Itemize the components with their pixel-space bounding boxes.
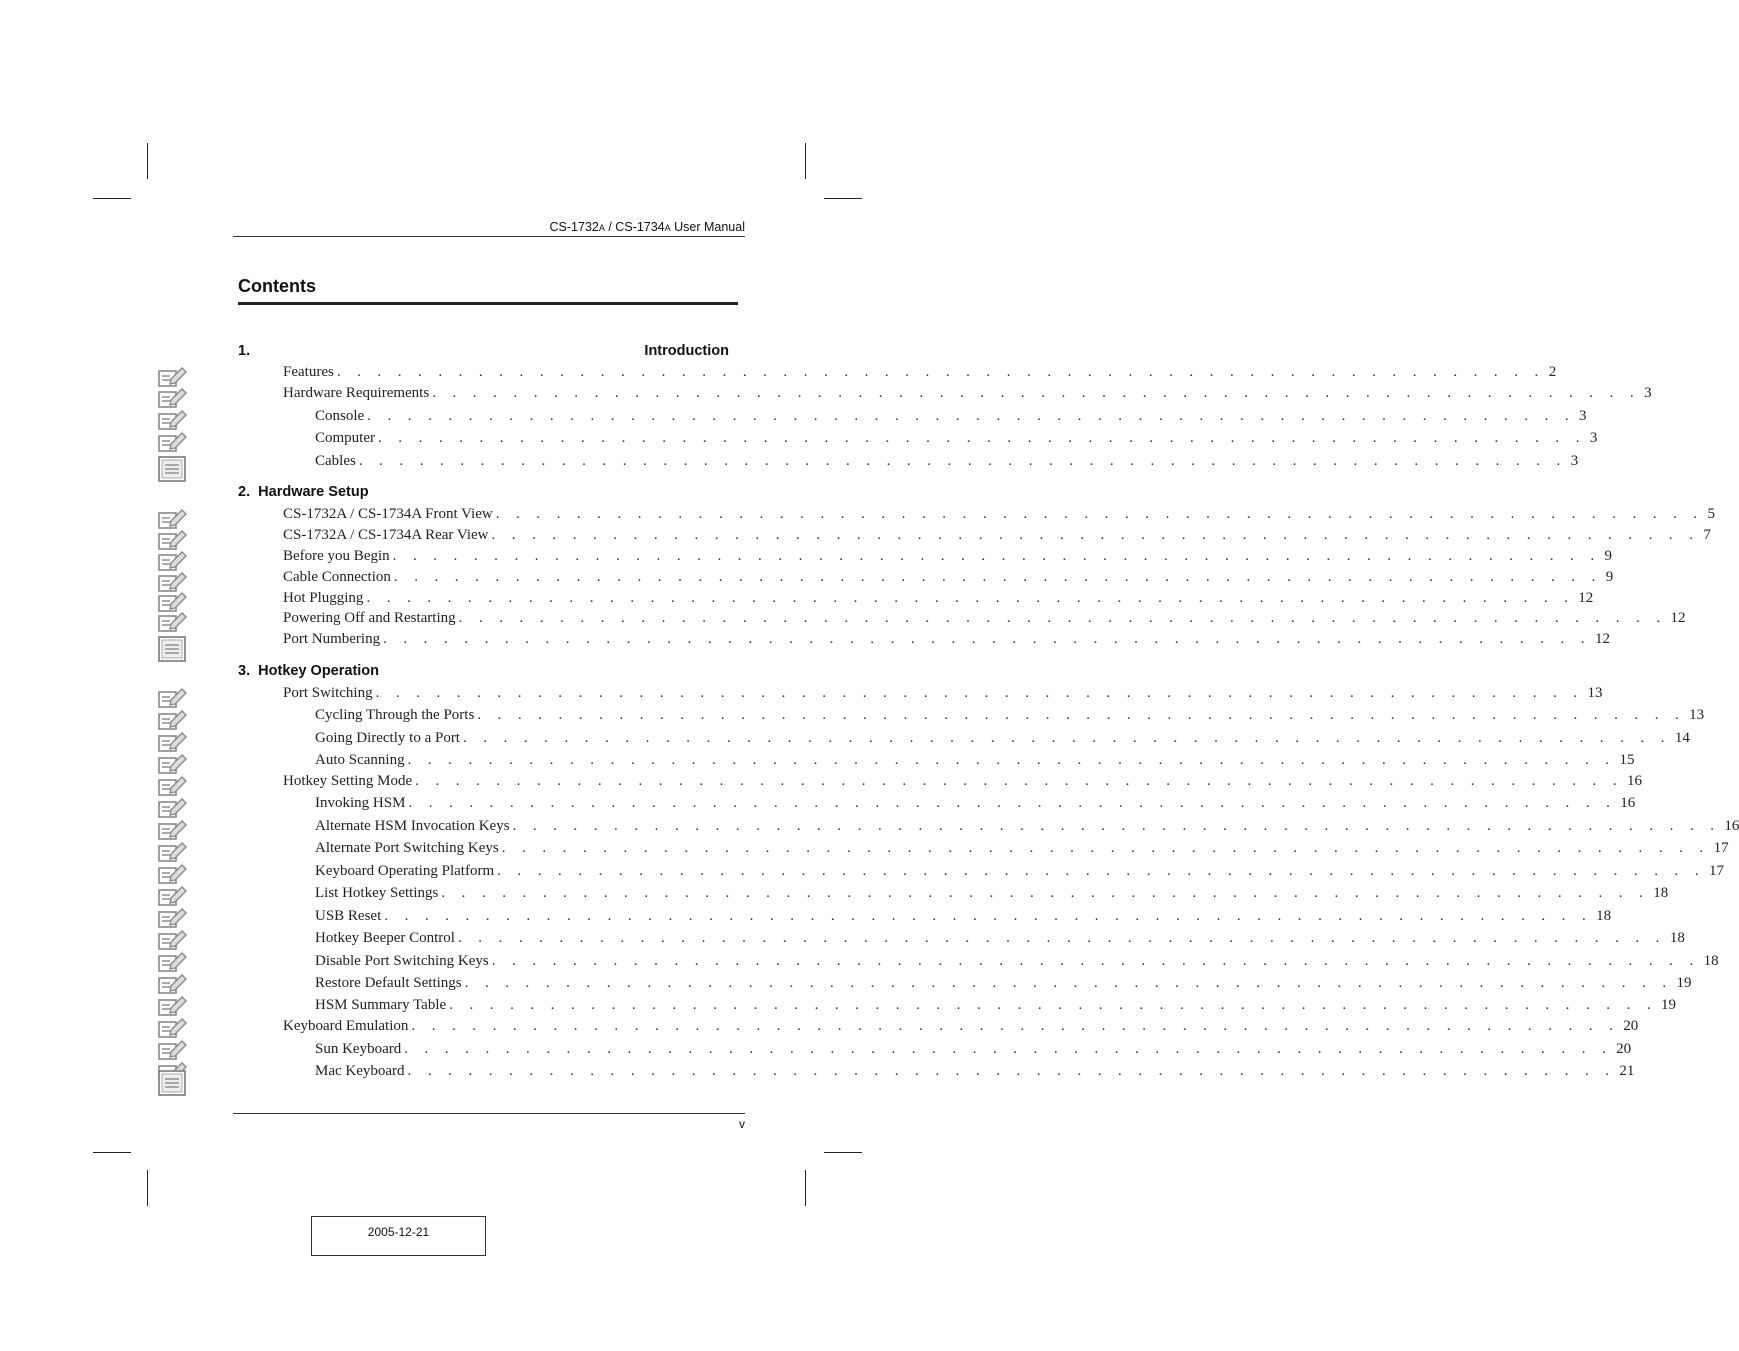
dot-leader: . . . . . . . . . . . . . . . . . . . . . . . . . . . . . . . . . . . . . . . . . . . . . . . . . . . . . . . . . . . . — [392, 548, 1601, 564]
section-heading[interactable] — [238, 663, 379, 679]
dot-leader: . . . . . . . . . . . . . . . . . . . . . . . . . . . . . . . . . . . . . . . . . . . . . . . . . . . . . . . . . . . . — [477, 707, 1686, 723]
toc-entry-page: 3 — [1589, 430, 1598, 446]
toc-entry-page: 7 — [1703, 527, 1711, 543]
document-pencil-icon — [158, 796, 188, 818]
crop-mark — [805, 143, 806, 179]
footer-rule — [233, 1113, 745, 1114]
header-model-a: CS-1732 — [549, 220, 599, 234]
toc-entry-page: 12 — [1594, 631, 1610, 647]
toc-entry-title: USB Reset — [315, 908, 382, 924]
dot-leader: . . . . . . . . . . . . . . . . . . . . . . . . . . . . . . . . . . . . . . . . . . . . . . . . . . . . . . . . . . . . — [336, 364, 1545, 380]
toc-entry-title: Keyboard Operating Platform — [315, 863, 495, 879]
document-pencil-icon — [158, 386, 188, 408]
toc-entry-title: Mac Keyboard — [315, 1063, 405, 1079]
toc-entry-page: 9 — [1605, 569, 1614, 585]
toc-entry-title: Before you Begin — [283, 548, 390, 564]
toc-entry-page: 15 — [1619, 752, 1635, 768]
date-box: 2005-12-21 — [311, 1216, 486, 1256]
dot-leader: . . . . . . . . . . . . . . . . . . . . . . . . . . . . . . . . . . . . . . . . . . . . . . . . . . . . . . . . . . . . — [501, 840, 1710, 856]
toc-entry-page: 18 — [1703, 953, 1719, 969]
toc-entry-title: Disable Port Switching Keys — [315, 953, 489, 969]
toc-entry-title: Port Switching — [283, 685, 373, 701]
toc-entry-page: 20 — [1623, 1018, 1639, 1034]
toc-entry[interactable] — [283, 548, 1612, 566]
toc-entry-page: 19 — [1661, 997, 1677, 1013]
section-title[interactable]: Introduction — [644, 343, 729, 359]
toc-entry[interactable] — [283, 506, 1716, 524]
dot-leader: . . . . . . . . . . . . . . . . . . . . . . . . . . . . . . . . . . . . . . . . . . . . . . . . . . . . . . . . . . . . — [491, 953, 1700, 969]
toc-entry-title: Cables — [315, 453, 356, 469]
document-pencil-icon — [158, 430, 188, 452]
document-lines-icon — [158, 1070, 188, 1092]
dot-leader: . . . . . . . . . . . . . . . . . . . . . . . . . . . . . . . . . . . . . . . . . . . . . . . . . . . . . . . . . . . . — [512, 818, 1721, 834]
dot-leader: . . . . . . . . . . . . . . . . . . . . . . . . . . . . . . . . . . . . . . . . . . . . . . . . . . . . . . . . . . . . — [383, 631, 1591, 647]
crop-mark — [824, 198, 862, 199]
dot-leader: . . . . . . . . . . . . . . . . . . . . . . . . . . . . . . . . . . . . . . . . . . . . . . . . . . . . . . . . . . . . — [441, 885, 1650, 901]
toc-entry[interactable] — [283, 569, 1614, 587]
running-header — [550, 220, 745, 234]
dot-leader: . . . . . . . . . . . . . . . . . . . . . . . . . . . . . . . . . . . . . . . . . . . . . . . . . . . . . . . . . . . . — [458, 610, 1667, 626]
header-model-b: CS-1734 — [615, 220, 665, 234]
document-pencil-icon — [158, 840, 188, 862]
page-title: Contents — [238, 276, 316, 296]
toc-entry-title: CS-1732A / CS-1734A Rear View — [283, 527, 489, 543]
document-pencil-icon — [158, 1016, 188, 1038]
toc-entry-page: 17 — [1713, 840, 1729, 856]
toc-entry-title: Powering Off and Restarting — [283, 610, 456, 626]
toc-entry-page: 18 — [1669, 930, 1685, 946]
document-pencil-icon — [158, 972, 188, 994]
document-pencil-icon — [158, 928, 188, 950]
title-rule — [238, 302, 738, 305]
toc-entry[interactable] — [315, 430, 1598, 448]
crop-mark — [147, 1170, 148, 1206]
toc-entry[interactable] — [315, 752, 1635, 770]
dot-leader: . . . . . . . . . . . . . . . . . . . . . . . . . . . . . . . . . . . . . . . . . . . . . . . . . . . . . . . . . . . . — [408, 795, 1617, 811]
toc-entry[interactable] — [283, 773, 1643, 791]
crop-mark — [824, 1152, 862, 1153]
dot-leader: . . . . . . . . . . . . . . . . . . . . . . . . . . . . . . . . . . . . . . . . . . . . . . . . . . . . . . . . . . . . — [367, 408, 1576, 424]
toc-entry[interactable] — [315, 707, 1705, 725]
section-number: 2. — [238, 484, 251, 500]
dot-leader: . . . . . . . . . . . . . . . . . . . . . . . . . . . . . . . . . . . . . . . . . . . . . . . . . . . . . . . . . . . . — [384, 908, 1593, 924]
header-rule — [233, 236, 745, 237]
toc-entry[interactable] — [315, 840, 1729, 858]
dot-leader: . . . . . . . . . . . . . . . . . . . . . . . . . . . . . . . . . . . . . . . . . . . . . . . . . . . . . . . . . . . . — [404, 1041, 1613, 1057]
dot-leader: . . . . . . . . . . . . . . . . . . . . . . . . . . . . . . . . . . . . . . . . . . . . . . . . . . . . . . . . . . . . — [491, 527, 1700, 543]
crop-mark — [147, 143, 148, 179]
document-lines-icon — [158, 456, 188, 478]
document-pencil-icon — [158, 590, 188, 612]
toc-entry[interactable] — [283, 527, 1711, 545]
toc-entry-title: Invoking HSM — [315, 795, 406, 811]
toc-entry-title: Features — [283, 364, 334, 380]
toc-entry-page: 3 — [1644, 385, 1652, 401]
toc-entry-title: Keyboard Emulation — [283, 1018, 409, 1034]
toc-entry[interactable] — [315, 885, 1669, 903]
toc-entry[interactable] — [315, 1063, 1635, 1081]
toc-entry-title: HSM Summary Table — [315, 997, 447, 1013]
dot-leader: . . . . . . . . . . . . . . . . . . . . . . . . . . . . . . . . . . . . . . . . . . . . . . . . . . . . . . . . . . . . — [366, 590, 1575, 606]
toc-entry-title: Sun Keyboard — [315, 1041, 402, 1057]
document-pencil-icon — [158, 549, 188, 571]
document-pencil-icon — [158, 365, 188, 387]
toc-entry-page: 3 — [1570, 453, 1579, 469]
toc-entry-page: 12 — [1578, 590, 1594, 606]
toc-entry-title: Hotkey Beeper Control — [315, 930, 455, 946]
toc-entry-title: Console — [315, 408, 365, 424]
toc-entry[interactable] — [315, 1041, 1632, 1059]
toc-entry-title: Hardware Requirements — [283, 385, 430, 401]
toc-entry[interactable] — [315, 453, 1579, 471]
toc-entry[interactable] — [315, 997, 1677, 1015]
dot-leader: . . . . . . . . . . . . . . . . . . . . . . . . . . . . . . . . . . . . . . . . . . . . . . . . . . . . . . . . . . . . — [407, 752, 1616, 768]
toc-entry-page: 5 — [1707, 506, 1716, 522]
dot-leader: . . . . . . . . . . . . . . . . . . . . . . . . . . . . . . . . . . . . . . . . . . . . . . . . . . . . . . . . . . . . — [432, 385, 1641, 401]
toc-entry[interactable] — [315, 953, 1719, 971]
page-number: v — [739, 1117, 745, 1131]
document-pencil-icon — [158, 884, 188, 906]
toc-entry-title: List Hotkey Settings — [315, 885, 439, 901]
document-pencil-icon — [158, 610, 188, 632]
document-pencil-icon — [158, 752, 188, 774]
dot-leader: . . . . . . . . . . . . . . . . . . . . . . . . . . . . . . . . . . . . . . . . . . . . . . . . . . . . . . . . . . . . — [375, 685, 1584, 701]
dot-leader: . . . . . . . . . . . . . . . . . . . . . . . . . . . . . . . . . . . . . . . . . . . . . . . . . . . . . . . . . . . . — [358, 453, 1567, 469]
dot-leader: . . . . . . . . . . . . . . . . . . . . . . . . . . . . . . . . . . . . . . . . . . . . . . . . . . . . . . . . . . . . — [449, 997, 1658, 1013]
toc-entry-title: Cycling Through the Ports — [315, 707, 475, 723]
toc-entry-title: Port Numbering — [283, 631, 381, 647]
document-lines-icon — [158, 636, 188, 658]
document-pencil-icon — [158, 730, 188, 752]
document-pencil-icon — [158, 507, 188, 529]
toc-entry-title: Computer — [315, 430, 375, 446]
document-pencil-icon — [158, 528, 188, 550]
document-pencil-icon — [158, 950, 188, 972]
toc-entry-title: Auto Scanning — [315, 752, 405, 768]
toc-entry[interactable] — [315, 408, 1587, 426]
toc-entry-page: 18 — [1653, 885, 1669, 901]
crop-mark — [93, 198, 131, 199]
toc-entry-page: 20 — [1616, 1041, 1632, 1057]
toc-entry-page: 21 — [1619, 1063, 1635, 1079]
document-pencil-icon — [158, 1038, 188, 1060]
section-number: 1. — [238, 343, 251, 359]
toc-entry-title: Cable Connection — [283, 569, 391, 585]
header-separator: / — [604, 220, 616, 234]
document-pencil-icon — [158, 408, 188, 430]
document-pencil-icon — [158, 570, 188, 592]
toc-entry-title: Alternate HSM Invocation Keys — [315, 818, 510, 834]
toc-entry[interactable] — [315, 730, 1690, 748]
toc-entry-page: 16 — [1724, 818, 1739, 834]
section-number: 3. — [238, 663, 251, 679]
toc-entry[interactable] — [315, 930, 1685, 948]
document-pencil-icon — [158, 862, 188, 884]
toc-entry-title: CS-1732A / CS-1734A Front View — [283, 506, 493, 522]
dot-leader: . . . . . . . . . . . . . . . . . . . . . . . . . . . . . . . . . . . . . . . . . . . . . . . . . . . . . . . . . . . . — [407, 1063, 1616, 1079]
toc-entry-page: 2 — [1548, 364, 1557, 380]
header-suffix-b: A — [664, 223, 671, 233]
document-pencil-icon — [158, 774, 188, 796]
toc-entry[interactable] — [315, 908, 1612, 926]
toc-entry-page: 12 — [1670, 610, 1686, 626]
toc-entry-title: Going Directly to a Port — [315, 730, 460, 746]
toc-entry-page: 9 — [1604, 548, 1612, 564]
toc-entry[interactable] — [283, 610, 1686, 628]
dot-leader: . . . . . . . . . . . . . . . . . . . . . . . . . . . . . . . . . . . . . . . . . . . . . . . . . . . . . . . . . . . . — [457, 930, 1666, 946]
toc-entry-page: 18 — [1596, 908, 1612, 924]
toc-entry-page: 16 — [1627, 773, 1643, 789]
section-title: Hardware Setup — [258, 484, 369, 500]
dot-leader: . . . . . . . . . . . . . . . . . . . . . . . . . . . . . . . . . . . . . . . . . . . . . . . . . . . . . . . . . . . . — [415, 773, 1624, 789]
toc-entry[interactable] — [283, 631, 1610, 649]
dot-leader: . . . . . . . . . . . . . . . . . . . . . . . . . . . . . . . . . . . . . . . . . . . . . . . . . . . . . . . . . . . . — [411, 1018, 1620, 1034]
toc-entry[interactable] — [283, 364, 1557, 382]
toc-entry-title: Hotkey Setting Mode — [283, 773, 413, 789]
toc-entry[interactable] — [283, 1018, 1639, 1036]
document-pencil-icon — [158, 818, 188, 840]
toc-entry[interactable] — [283, 385, 1652, 403]
toc-entry-title: Restore Default Settings — [315, 975, 462, 991]
crop-mark — [93, 1152, 131, 1153]
dot-leader: . . . . . . . . . . . . . . . . . . . . . . . . . . . . . . . . . . . . . . . . . . . . . . . . . . . . . . . . . . . . — [462, 730, 1671, 746]
dot-leader: . . . . . . . . . . . . . . . . . . . . . . . . . . . . . . . . . . . . . . . . . . . . . . . . . . . . . . . . . . . . — [378, 430, 1586, 446]
toc-entry[interactable] — [315, 975, 1692, 993]
dot-leader: . . . . . . . . . . . . . . . . . . . . . . . . . . . . . . . . . . . . . . . . . . . . . . . . . . . . . . . . . . . . — [464, 975, 1673, 991]
toc-entry-page: 17 — [1708, 863, 1724, 879]
section-heading[interactable] — [238, 484, 369, 500]
document-pencil-icon — [158, 906, 188, 928]
toc-entry-page: 13 — [1587, 685, 1603, 701]
dot-leader: . . . . . . . . . . . . . . . . . . . . . . . . . . . . . . . . . . . . . . . . . . . . . . . . . . . . . . . . . . . . — [393, 569, 1602, 585]
toc-entry[interactable] — [315, 795, 1636, 813]
toc-entry-title: Alternate Port Switching Keys — [315, 840, 499, 856]
dot-leader: . . . . . . . . . . . . . . . . . . . . . . . . . . . . . . . . . . . . . . . . . . . . . . . . . . . . . . . . . . . . — [495, 506, 1704, 522]
dot-leader: . . . . . . . . . . . . . . . . . . . . . . . . . . . . . . . . . . . . . . . . . . . . . . . . . . . . . . . . . . . . — [497, 863, 1705, 879]
toc-entry-title: Hot Plugging — [283, 590, 364, 606]
section-title: Hotkey Operation — [258, 663, 380, 679]
toc-entry-page: 19 — [1676, 975, 1692, 991]
toc-entry[interactable] — [315, 818, 1739, 836]
document-pencil-icon — [158, 994, 188, 1016]
toc-entry-page: 3 — [1579, 408, 1587, 424]
document-pencil-icon — [158, 686, 188, 708]
toc-entry[interactable] — [283, 590, 1594, 608]
toc-entry-page: 13 — [1689, 707, 1705, 723]
crop-mark — [805, 1170, 806, 1206]
header-suffix-a: A — [598, 223, 605, 233]
toc-entry[interactable] — [315, 863, 1724, 881]
header-manual: User Manual — [670, 220, 745, 234]
toc-entry-page: 14 — [1674, 730, 1690, 746]
toc-entry[interactable] — [283, 685, 1603, 703]
toc-entry-page: 16 — [1620, 795, 1636, 811]
document-pencil-icon — [158, 708, 188, 730]
